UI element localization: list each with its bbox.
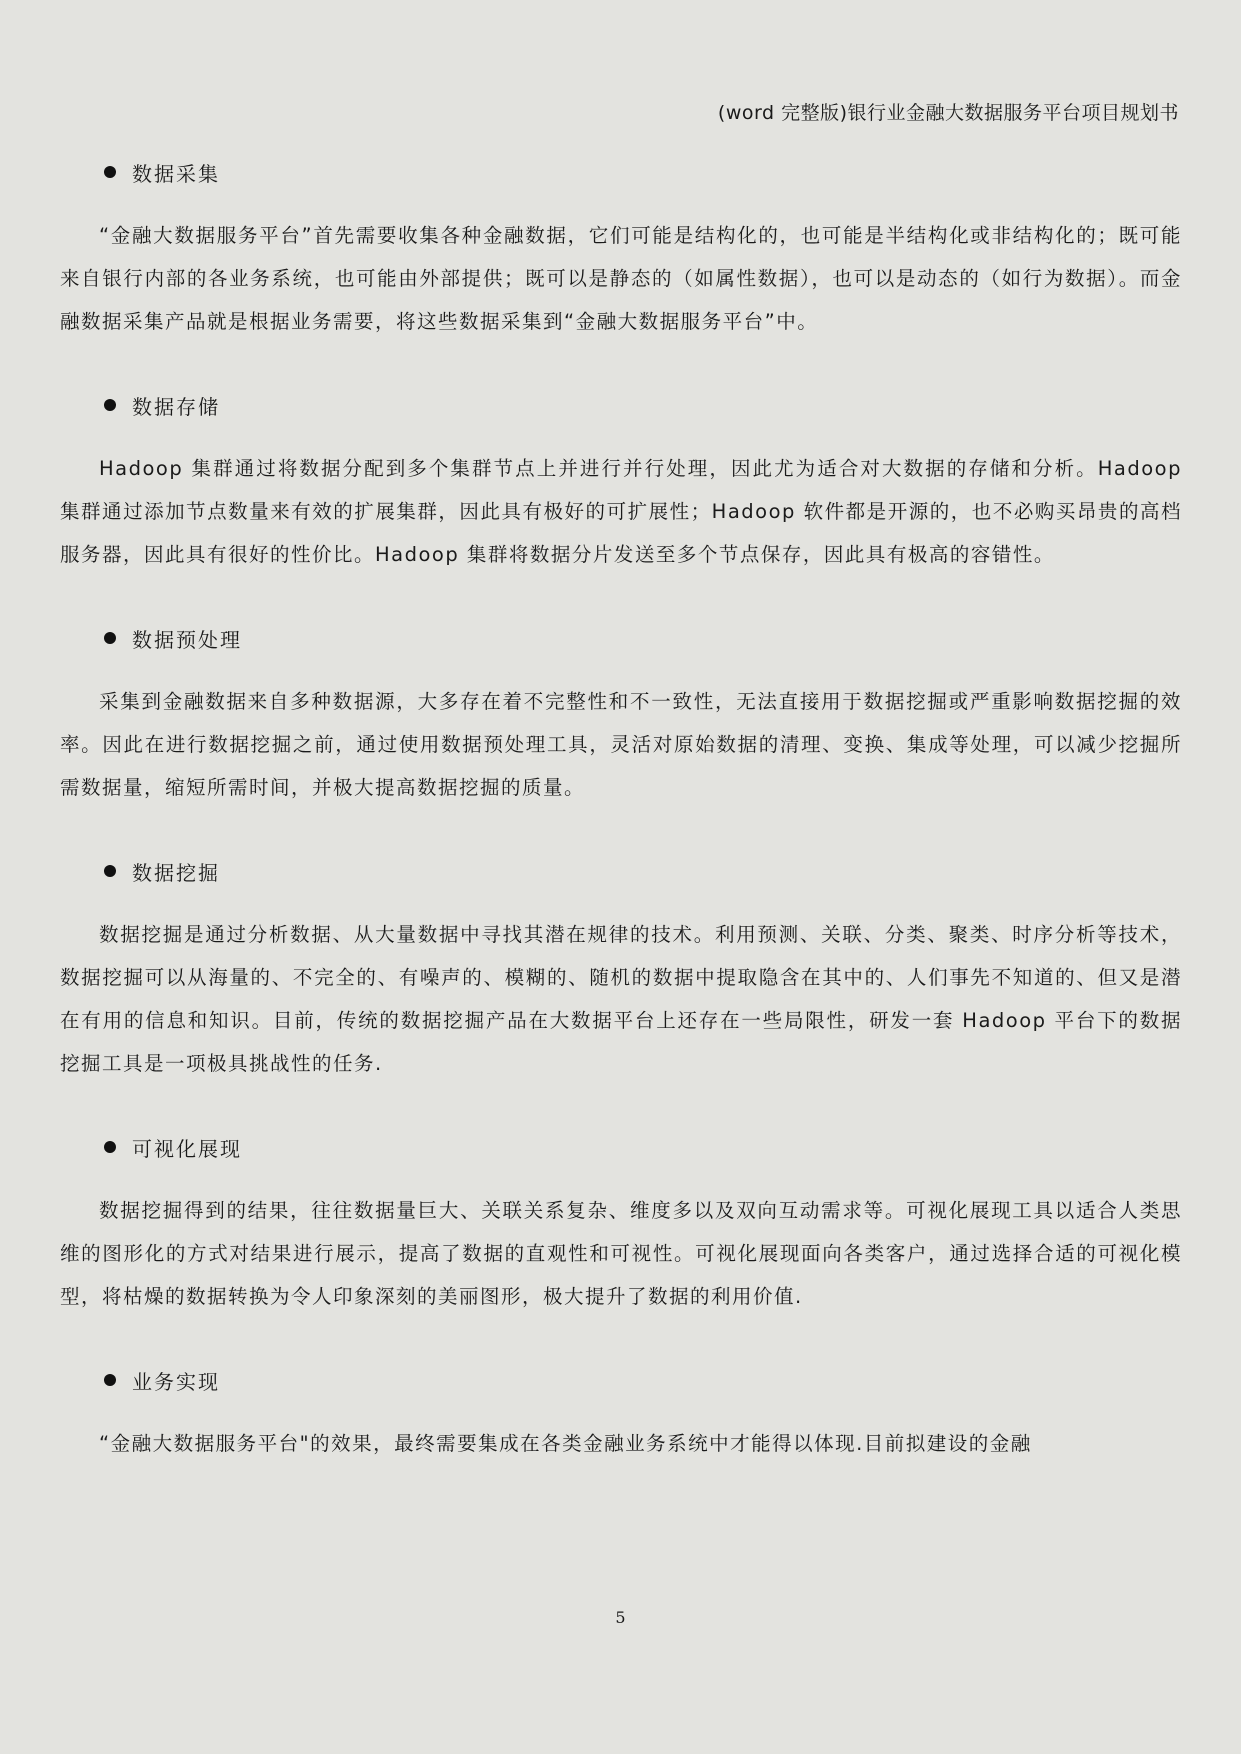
section-data-storage [60, 385, 1182, 576]
section-data-collection [60, 152, 1182, 343]
section-data-mining [60, 851, 1182, 1085]
section-paragraph: “金融大数据服务平台"的效果，最终需要集成在各类金融业务系统中才能得以体现.目前拟建设的金融 [99, 1432, 1032, 1455]
page-number: 5 [615, 1608, 626, 1627]
section-paragraph: 数据挖掘得到的结果，往往数据量巨大、关联关系复杂、维度多以及双向互动需求等。可视化展现工具以适合人类思维的图形化的方式对结果进行展示，提高了数据的直观性和可视性。可视化展现面向各类客户，通过选择合适的可视化模型，将枯燥的数据转换为令人印象深刻的美丽图形，极大提升了数据的利用价值. [60, 1199, 1182, 1308]
section-heading-text: 数据采集 [132, 161, 220, 186]
section-heading-text: 数据挖掘 [132, 860, 220, 885]
section-heading [104, 385, 1182, 425]
section-paragraph: 数据挖掘是通过分析数据、从大量数据中寻找其潜在规律的技术。利用预测、关联、分类、聚类、时序分析等技术，数据挖掘可以从海量的、不完全的、有噪声的、模糊的、随机的数据中提取隐含在其中的、人们事先不知道的、但又是潜在有用的信息和知识。目前，传统的数据挖掘产品在大数据平台上还存在一些局限性，研发一套 Hadoop 平台下的数据挖掘工具是一项极具挑战性的任务. [60, 923, 1182, 1075]
bullet-icon [104, 399, 116, 411]
section-heading [104, 152, 1182, 192]
section-heading-text: 数据存储 [132, 394, 220, 419]
bullet-icon [104, 1141, 116, 1153]
document-body [60, 152, 1182, 1507]
bullet-icon [104, 1374, 116, 1386]
section-heading [104, 851, 1182, 891]
section-paragraph: 采集到金融数据来自多种数据源，大多存在着不完整性和不一致性，无法直接用于数据挖掘或严重影响数据挖掘的效率。因此在进行数据挖掘之前，通过使用数据预处理工具，灵活对原始数据的清理、变换、集成等处理，可以减少挖掘所需数据量，缩短所需时间，并极大提高数据挖掘的质量。 [60, 690, 1182, 799]
section-business-implementation [60, 1360, 1182, 1465]
section-heading [104, 618, 1182, 658]
section-heading-text: 业务实现 [132, 1369, 220, 1394]
section-heading-text: 可视化展现 [132, 1136, 242, 1161]
section-visualization [60, 1127, 1182, 1318]
bullet-icon [104, 632, 116, 644]
section-heading [104, 1127, 1182, 1167]
bullet-icon [104, 865, 116, 877]
section-heading-text: 数据预处理 [132, 627, 242, 652]
running-header-title: (word 完整版)银行业金融大数据服务平台项目规划书 [717, 102, 1179, 124]
section-data-preprocessing [60, 618, 1182, 809]
section-paragraph: “金融大数据服务平台”首先需要收集各种金融数据，它们可能是结构化的，也可能是半结构化或非结构化的；既可能来自银行内部的各业务系统，也可能由外部提供；既可以是静态的（如属性数据），也可以是动态的（如行为数据）。而金融数据采集产品就是根据业务需要，将这些数据采集到“金融大数据服务平台”中。 [60, 224, 1182, 333]
section-paragraph: Hadoop 集群通过将数据分配到多个集群节点上并进行并行处理，因此尤为适合对大数据的存储和分析。Hadoop 集群通过添加节点数量来有效的扩展集群，因此具有极好的可扩展性；Hadoop 软件都是开源的，也不必购买昂贵的高档服务器，因此具有很好的性价比。Hadoop 集群将数据分片发送至多个节点保存，因此具有极高的容错性。 [60, 457, 1182, 566]
bullet-icon [104, 166, 116, 178]
section-heading [104, 1360, 1182, 1400]
